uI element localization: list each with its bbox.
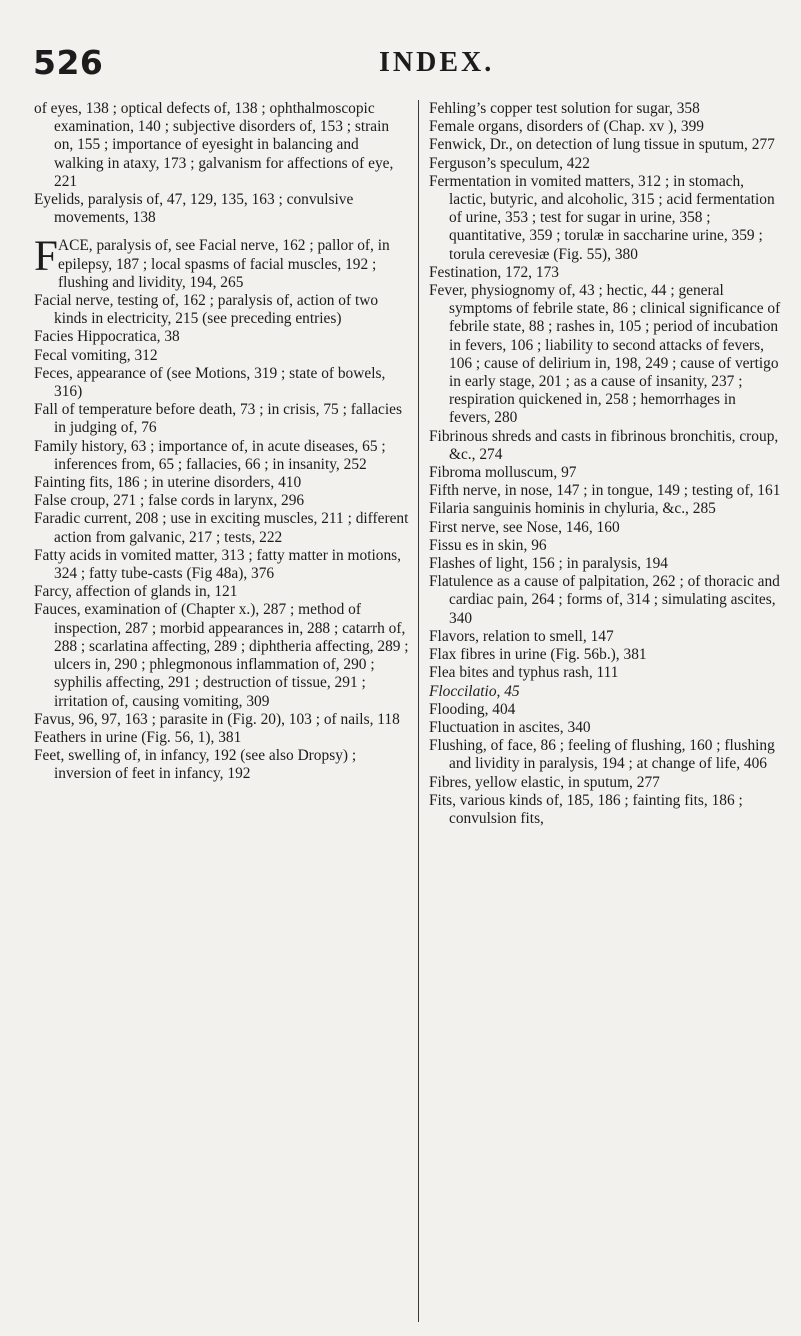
index-entry: Fits, various kinds of, 185, 186 ; fainting fits, 186 ; convulsion fits, [429, 791, 743, 827]
index-entry: Flea bites and typhus rash, 111 [429, 664, 619, 682]
index-entry: Fever, physiognomy of, 43 ; hectic, 44 ; general symptoms of febrile state, 86 ; clinical significance of febrile state, 88 ; rashes in, 105 ; period of incubation in fevers, 106 ; liability to second attacks of fevers, 106 ; cause of delirium in, 198, 249 ; cause of vertigo in early stage, 201 ; as a cause of insanity, 237 ; respiration quickened in, 258 ; hemorrhages in fevers, 280 [429, 282, 781, 427]
drop-cap-lead: ACE, [58, 237, 93, 255]
index-entry: Facies Hippocratica, 38 [34, 328, 180, 346]
page-number: 526 [33, 43, 104, 82]
index-entry: Fainting fits, 186 ; in uterine disorders, 410 [34, 474, 302, 492]
index-entry: Flashes of light, 156 ; in paralysis, 194 [429, 555, 668, 573]
index-entry-italic [429, 683, 781, 701]
italic-term: Floccilatio, 45 [429, 682, 520, 700]
index-entry: Filaria sanguinis hominis in chyluria, &c., 285 [429, 500, 716, 518]
index-entry: Fall of temperature before death, 73 ; in crisis, 75 ; fallacies in judging of, 76 [34, 401, 402, 437]
index-entry: Fauces, examination of (Chapter x.), 287 ; method of inspection, 287 ; morbid appearances in, 288 ; catarrh of, 288 ; scarlatina affecting, 289 ; diphtheria affecting, 289 ; ulcers in, 290 ; phlegmonous inflammation of, 290 ; syphilis affecting, 291 ; destruction of tissue, 291 ; irritation of, causing vomiting, 309 [34, 601, 409, 710]
index-entry: Facial nerve, testing of, 162 ; paralysis of, action of two kinds in electricity, 215 (see preceding entries) [34, 292, 379, 328]
index-entry: Fissu es in skin, 96 [429, 536, 547, 554]
index-entry: of eyes, 138 ; optical defects of, 138 ; ophthalmoscopic examination, 140 ; subjective disorders of, 153 ; strain on, 155 ; importance of eyesight in balancing and walking in ataxy, 173 ; galvanism for affections of eye, 221 [34, 100, 394, 190]
index-entry: Eyelids, paralysis of, 47, 129, 135, 163 ; convulsive movements, 138 [34, 191, 354, 227]
index-entry: Fehling’s copper test solution for sugar, 358 [429, 100, 700, 117]
index-entry-face [34, 233, 412, 292]
page-header [0, 43, 801, 87]
index-entry: Fluctuation in ascites, 340 [429, 718, 591, 736]
index-entry: Flatulence as a cause of palpitation, 262 ; of thoracic and cardiac pain, 264 ; forms of, 314 ; simulating ascites, 340 [429, 573, 780, 627]
index-entry: Family history, 63 ; importance of, in acute diseases, 65 ; inferences from, 65 ; fallacies, 66 ; in insanity, 252 [34, 437, 386, 473]
index-entry: Feathers in urine (Fig. 56, 1), 381 [34, 728, 242, 746]
index-entry: Fibroma molluscum, 97 [429, 464, 577, 482]
right-index-column [429, 100, 781, 828]
index-entry: Flavors, relation to smell, 147 [429, 627, 614, 645]
column-divider [418, 100, 419, 1322]
index-entry: Farcy, affection of glands in, 121 [34, 583, 238, 601]
index-entry: Feet, swelling of, in infancy, 192 (see also Dropsy) ; inversion of feet in infancy, 192 [34, 747, 357, 783]
index-entry: Ferguson’s speculum, 422 [429, 154, 590, 172]
index-entry: Fatty acids in vomited matter, 313 ; fatty matter in motions, 324 ; fatty tube-casts (Fig 48a), 376 [34, 546, 401, 583]
index-entry: Fibrinous shreds and casts in fibrinous bronchitis, croup, &c., 274 [429, 427, 779, 463]
running-title: INDEX. [379, 47, 495, 78]
face-entry-text: paralysis of, see Facial nerve, 162 ; pallor of, in epilepsy, 187 ; local spasms of facial muscles, 192 ; flushing and lividity, 194, 265 [58, 237, 390, 291]
index-entry: Festination, 172, 173 [429, 263, 559, 281]
index-entry: Flooding, 404 [429, 700, 516, 718]
index-entry: Faradic current, 208 ; use in exciting muscles, 211 ; different action from galvanic, 217 ; tests, 222 [34, 510, 409, 546]
index-entry: Female organs, disorders of (Chap. xv ), 399 [429, 118, 704, 136]
index-entry: Favus, 96, 97, 163 ; parasite in (Fig. 20), 103 ; of nails, 118 [34, 710, 400, 728]
index-entry: Flushing, of face, 86 ; feeling of flushing, 160 ; flushing and lividity in paralysis, 194 ; at change of life, 406 [429, 737, 775, 773]
drop-cap-initial: F [34, 233, 58, 281]
index-entry: Fermentation in vomited matters, 312 ; in stomach, lactic, butyric, and alcoholic, 315 ; acid fermentation of urine, 353 ; test for sugar in urine, 358 ; quantitative, 359 ; torulæ in saccharine urine, 359 ; torula cerevesiæ (Fig. 55), 380 [429, 172, 775, 263]
index-entry: Flax fibres in urine (Fig. 56b.), 381 [429, 646, 647, 664]
index-entry: Fifth nerve, in nose, 147 ; in tongue, 149 ; testing of, 161 [429, 482, 781, 500]
index-entry: Fecal vomiting, 312 [34, 346, 158, 364]
index-entry: Feces, appearance of (see Motions, 319 ; state of bowels, 316) [34, 364, 386, 401]
index-entry: Fibres, yellow elastic, in sputum, 277 [429, 773, 660, 791]
left-index-column [34, 100, 412, 784]
index-entry: False croup, 271 ; false cords in larynx, 296 [34, 492, 305, 510]
index-entry: First nerve, see Nose, 146, 160 [429, 518, 620, 536]
index-entry: Fenwick, Dr., on detection of lung tissue in sputum, 277 [429, 136, 775, 154]
